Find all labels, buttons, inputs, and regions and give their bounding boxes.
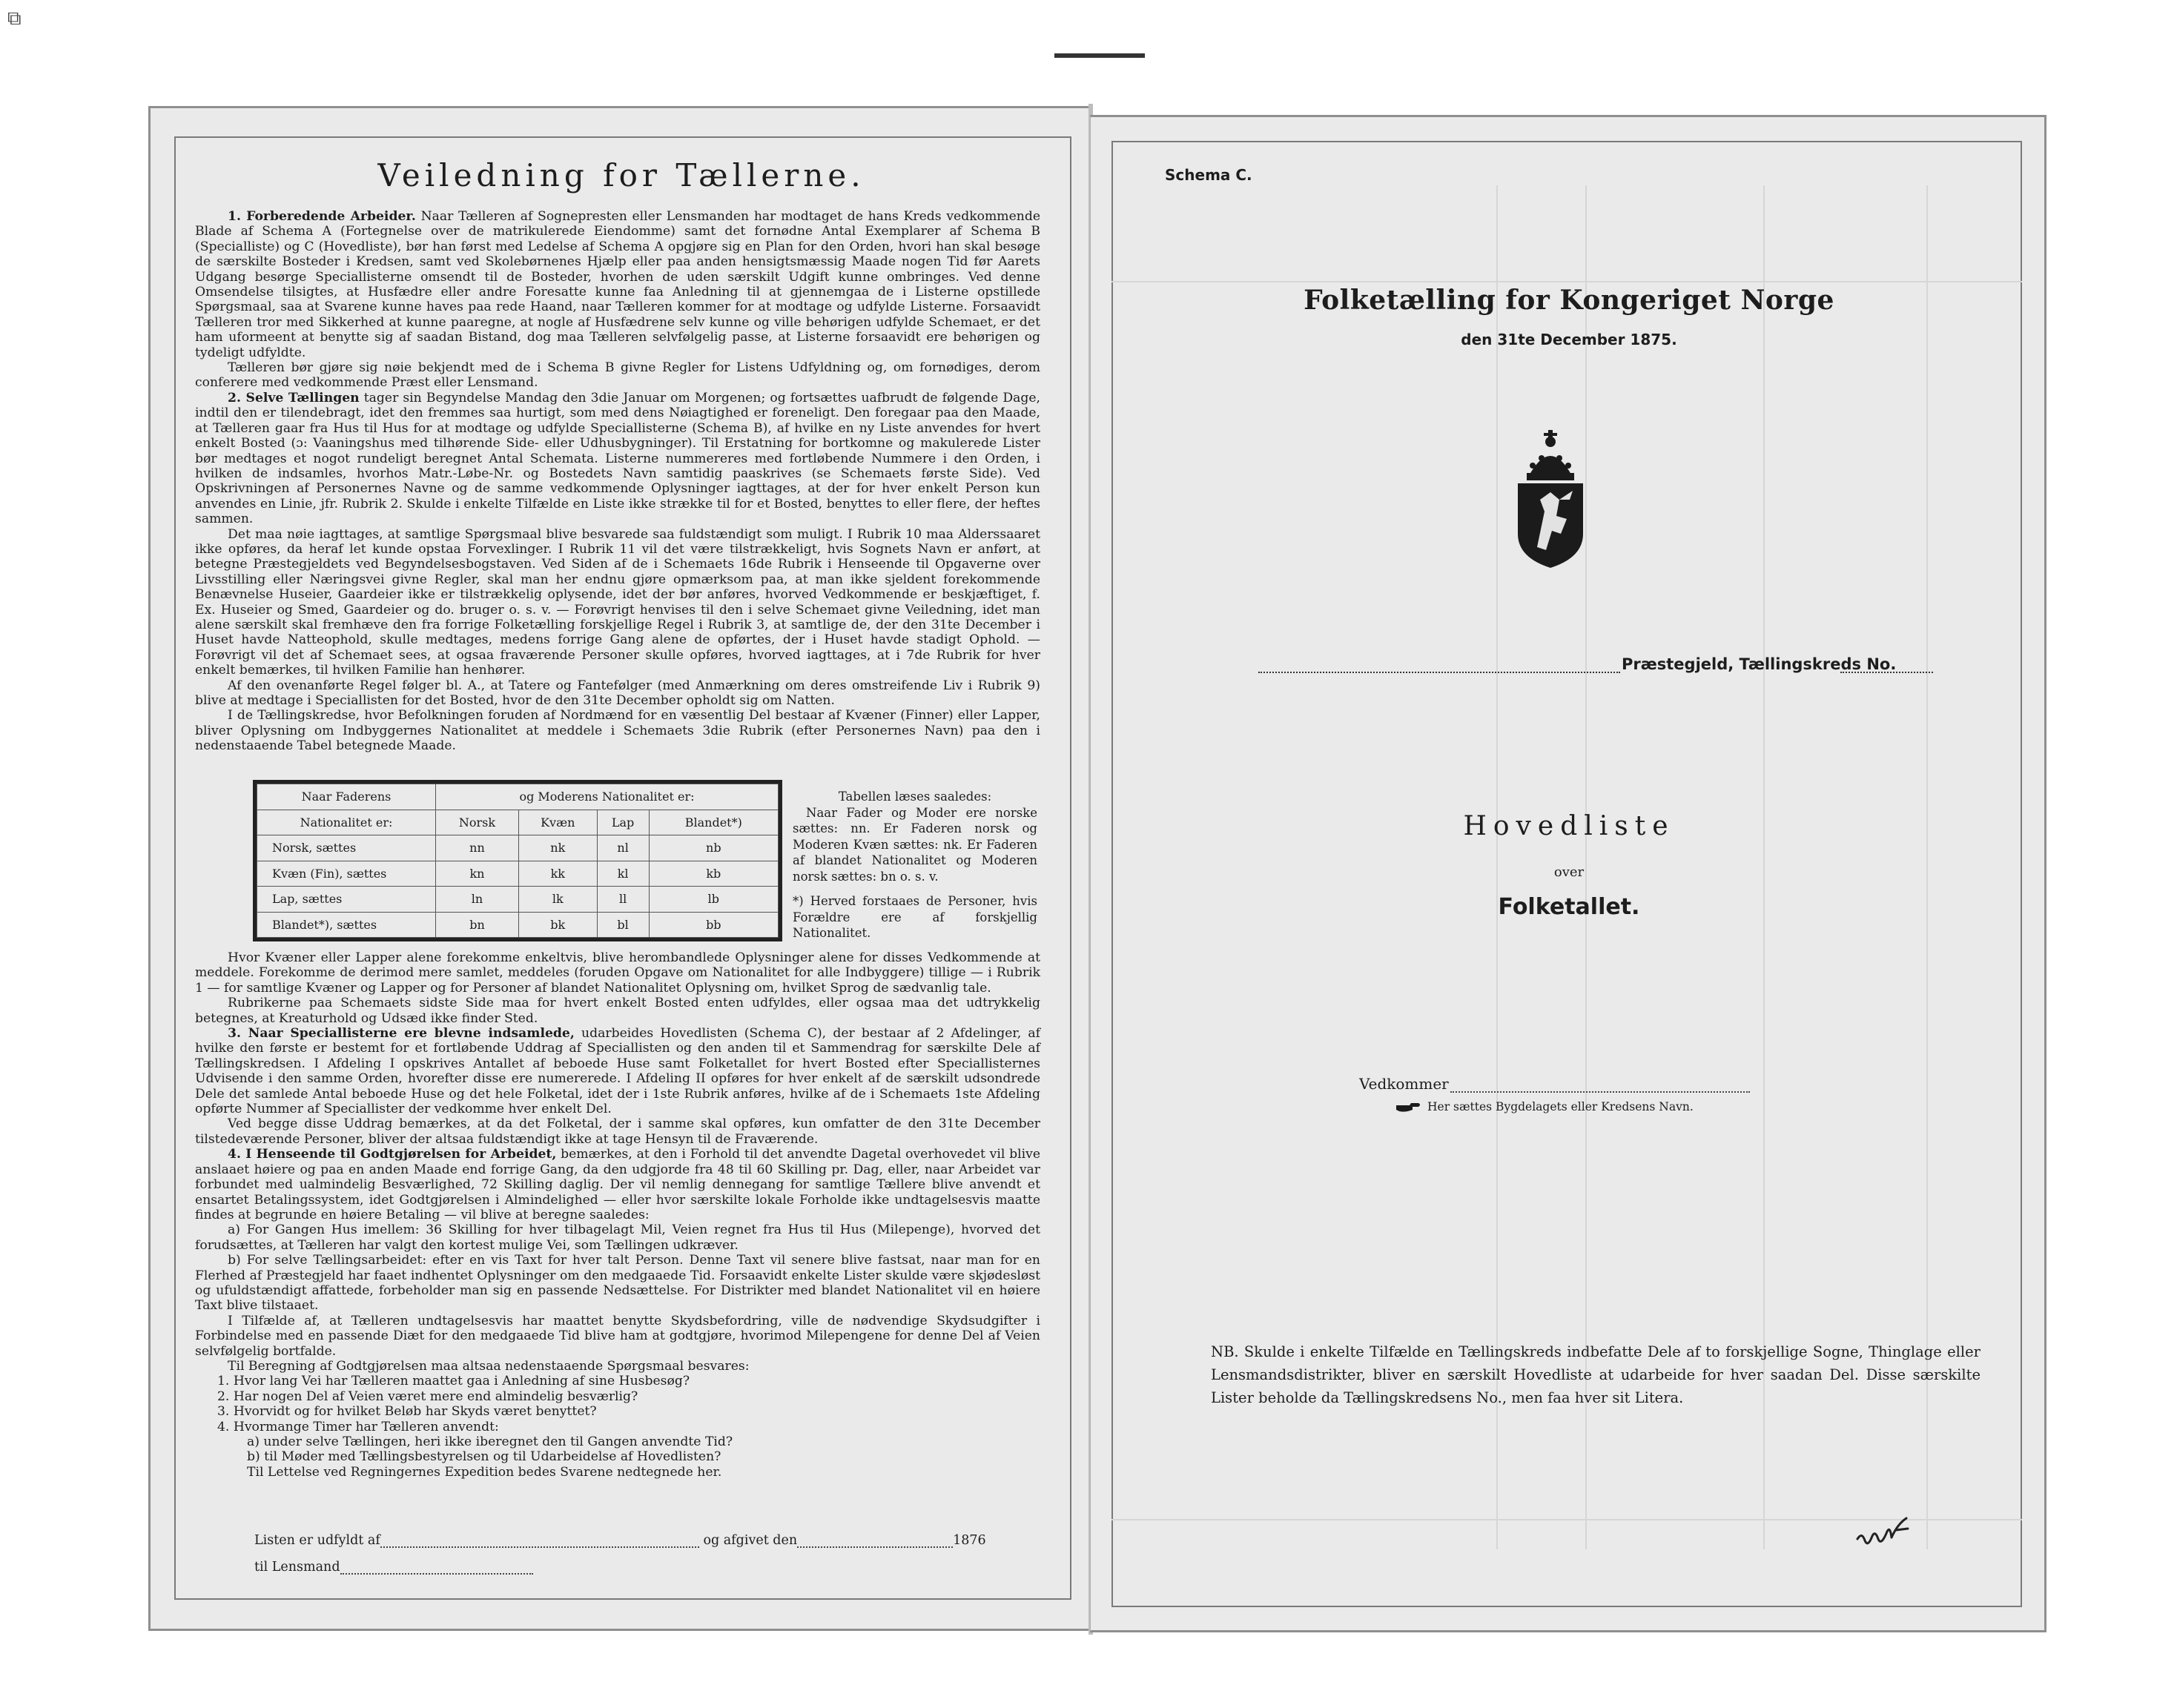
section4-text: bemærkes, at den i Forhold til det anvendte Dagetal overhovedet vil blive anslaaet høiere og paa en anden Maade end forrige Gang, da den udgjorde fra 48 til 60 Skilling pr. Dag, eller, naar Arbeidet var forbundet med ualmindelig Besværlighed, 72 Skilling daglig. Der vil nemlig dennegang for samtlige Tællere blive anvendt et ensartet Betalingssystem, idet Godtgjørelsen i Almindelighed — eller hvor særskilte lokale Forholde ikke undtagelsesvis maatte findes at begrunde en høiere Betaling — vil blive at beregne saaledes: [195, 1147, 1040, 1222]
nat-cell: bl [597, 912, 649, 938]
folketallet-title: Folketallet. [1498, 894, 1640, 920]
nat-header-father-2: Nationalitet er: [257, 810, 436, 835]
hovedliste-title: Hovedliste [1463, 811, 1675, 841]
question-item: 1. Hvor lang Vei har Tælleren maattet gaa i Anledning af sine Husbesøg? [217, 1374, 690, 1389]
question-item: Til Lettelse ved Regningernes Expedition bedes Svarene nedtegnede her. [247, 1464, 722, 1480]
lensmand-line [254, 1560, 533, 1575]
nationality-table-note [793, 789, 1037, 941]
nb-note: NB. Skulde i enkelte Tilfælde en Tællingskreds indbefatte Dele af to forskjellige Sogne, Thinglage eller Lensmandsdistrikter, bliver en særskilt Hovedliste at udarbeide for hver saadan Del. Disse særskilte Lister beholde da Tællingskredsens No., men faa hver sit Litera. [1211, 1343, 1981, 1406]
coat-of-arms-icon [1507, 423, 1593, 571]
prestegjeld-field[interactable] [1258, 672, 1620, 673]
nat-cell: bk [518, 912, 597, 938]
nat-row [257, 835, 779, 861]
nat-cell: kn [436, 861, 519, 887]
over-label: over [1553, 864, 1585, 880]
nat-row [257, 887, 779, 913]
nat-col-header: Blandet*) [649, 810, 778, 835]
nat-header-mother: og Moderens Nationalitet er: [436, 784, 779, 810]
nat-col-header: Lap [597, 810, 649, 835]
section4-a: a) For Gangen Hus imellem: 36 Skilling for hver tilbagelagt Mil, Veien regnet fra Hus til Hus (Milepenge), hvorved det forudsættes, at Tælleren har valgt den kortest mulige Vei, som Tællingen udkræver. [195, 1222, 1040, 1253]
section3-text2: Ved begge disse Uddrag bemærkes, at da det Folketal, der i samme skal opføres, kun omfatter de den 31te December tilstedeværende Personer, bliver der altsaa fuldstændigt ikke at tage Hensyn til de Fraværende. [195, 1116, 1040, 1147]
nat-cell: nb [649, 835, 778, 861]
after-table-1: Hvor Kvæner eller Lapper alene forekomme enkeltvis, blive herombandlede Oplysninger alene for disses Vedkommende at meddele. Forekomme de derimod mere samlet, meddeles (foruden Opgave om Nationalitet for alle Indbyggere) tillige — i Rubrik 1 — for samtlige Kvæner og Lapper og for Personer af blandet Nationalitet Oplysning om, hvilket Sprog de sædvanlig tale. [195, 950, 1040, 996]
section3-heading: 3. Naar Speciallisterne ere blevne indsamlede, [228, 1026, 575, 1042]
section2-heading: 2. Selve Tællingen [228, 390, 360, 406]
census-date: den 31te December 1875. [1461, 331, 1677, 348]
filled-by-field[interactable] [380, 1546, 699, 1548]
nat-row-label: Blandet*), sættes [257, 912, 436, 938]
nat-row [257, 861, 779, 887]
nat-cell: lk [518, 887, 597, 913]
scan-top-marker [1054, 53, 1145, 58]
section2-text4: I de Tællingskredse, hvor Befolkningen foruden af Nordmænd for en væsentlig Del bestaar af Kvæner (Finner) eller Lapper, bliver Oplysning om Indbyggernes Nationalitet at meddele i Schemaets 3die Rubrik (efter Personernes Navn) paa den i nedenstaaende Tabel betegnede Maade. [195, 708, 1040, 754]
nat-cell: ln [436, 887, 519, 913]
scan-corner-mark: ⧉ [7, 7, 22, 30]
section4-b: b) For selve Tællingsarbeidet: efter en vis Taxt for hver talt Person. Denne Taxt vil senere blive fastsat, naar man for en Flerhed af Præstegjeld har faaet indhentet Oplysninger om den medgaaede Tid. Forsaavidt enkelte Lister skulde være skjødesløst og ufuldstændigt affattede, forbeholder man sig en passende Nedsættelse. For Distrikter med blandet Nationalitet vil en høiere Taxt blive tilstaaet. [195, 1253, 1040, 1314]
hand-note [1396, 1100, 1694, 1113]
nat-cell: lb [649, 887, 778, 913]
district-line [1258, 655, 1940, 681]
nat-cell: nk [518, 835, 597, 861]
nat-row-label: Norsk, sættes [257, 835, 436, 861]
question-item: b) til Møder med Tællingsbestyrelsen og til Udarbeidelse af Hovedlisten? [247, 1449, 721, 1465]
question-item: 3. Hvorvidt og for hvilket Beløb har Skyds været benyttet? [217, 1404, 597, 1420]
nat-cell: kl [597, 861, 649, 887]
guide-title: Veiledning for Tællerne. [377, 157, 865, 193]
lensmand-field[interactable] [340, 1573, 533, 1575]
section4-text2: I Tilfælde af, at Tælleren undtagelsesvis har maattet benytte Skydsbefordring, ville de nødvendige Skydsudgifter i Forbindelse med en passende Diæt for den medgaaede Tid blive ham at godtgjøre, hvorimod Milepengene for denne Del af Veien selvfølgelig bortfalde. [195, 1313, 1040, 1359]
section3-text: udarbeides Hovedlisten (Schema C), der bestaar af 2 Afdelinger, af hvilke den første er bestemt for et fortløbende Uddrag af Speciallisten og den anden til et Sammendrag for særskilte Dele af Tællingskredsen. I Afdeling I opskrives Antallet af beboede Huse samt Folketallet for hvert Bosted efter Speciallisternes Udvisende i den samme Orden, hvorefter disse ere numererede. I Afdeling II opføres for hver enkelt af de særskilt udsondrede Dele det samlede Antal beboede Huse og det hele Folketal, idet der i 1ste Rubrik anføres, hvilke af de i Schemaets 1ste Afdeling opførte Nummer af Speciallister der vedkomme hver enkelt Del. [195, 1026, 1041, 1117]
nat-cell: nn [436, 835, 519, 861]
nat-cell: kk [518, 861, 597, 887]
guide-section-3-4 [195, 950, 1040, 1480]
nat-header-father: Naar Faderens [257, 784, 436, 810]
nat-row-label: Kvæn (Fin), sættes [257, 861, 436, 887]
vedkommer-line [1359, 1075, 1750, 1093]
section1-text: Naar Tælleren af Sognepresten eller Lensmanden har modtaget de hans Kreds vedkommende Blade af Schema A (Fortegnelse over de matrikulerede Eiendomme) samt det fornødne Antal Exemplarer af Schema B (Specialliste) og C (Hovedliste), bør han først med Ledelse af Schema A opgjøre sig en Plan for den Orden, hvori han skal besøge de særskilte Bosteder i Kredsen, samt ved Skolebørnenes Hjælp eller paa anden hensigtsmæssig Maade nogen Tid før Aarets Udgang besørge Speciallisterne omsendt til de Bosteder, hvorhen de uden særskilt Udgift kunne ombringes. Ved denne Omsendelse tilsigtes, at Husfædre eller andre Foresatte kunne faa Anledning til at gjennemgaa de i Listerne opstillede Spørgsmaal, saa at Svarene kunne haves paa rede Haand, naar Tælleren kommer for at modtage og udfylde Listerne. Forsaavidt Tælleren tror med Sikkerhed at kunne paaregne, at nogle af Husfædrene selv kunne og ville behørigen udfylde Schemaet, er det ham uformeent at benytte sig af saadan Bistand, dog maa Tælleren selvfølgelig passe, at Listerne forsaavidt ere behørigen og tydeligt udfyldte. [195, 209, 1040, 360]
left-page-instructions [148, 106, 1090, 1631]
question-item: 4. Hvormange Timer har Tælleren anvendt: [217, 1419, 499, 1434]
nat-col-header: Norsk [436, 810, 519, 835]
schema-label: Schema C. [1165, 166, 1252, 184]
section2-text2: Det maa nøie iagttages, at samtlige Spørgsmaal blive besvarede saa fuldstændigt som muligt. I Rubrik 10 maa Alderssaaret ikke opføres, da heraf let kunde opstaa Forvexlinger. I Rubrik 11 vil det være tilstrækkeligt, hvis Sognets Navn er anført, at betegne Præstegjeldets ved Begyndelsesbogstaven. Ved Siden af de i Schemaets 16de Rubrik i Henseende til Opgaverne over Livsstilling eller Næringsvei givne Regler, skal man her endnu gjøre opmærksom paa, at man ikke sjeldent forekommende Benævnelse Huseier, Gaardeier ikke er tilstrækkelig oplysende, idet der bør anføres, hvorved Vedkommende er beskjæftiget, f. Ex. Huseier og Smed, Gaardeier og do. bruger o. s. v. — Forøvrigt henvises til den i selve Schemaet givne Veiledning, idet man alene særskilt skal fremhæve den fra forrige Folketælling forskjellige Regel i Rubrik 3, at samtlige de, der den 31te December i Huset havde Natteophold, skulle medtages, medens forrige Gang alene de opførtes, der i Huset havde stadigt Ophold. — Forøvrigt vil det af Schemaet sees, at ogsaa fraværende Personer skulle opføres, hvorved iagttages, at i 7de Rubrik for hver enkelt bemærkes, til hvilken Familie han henhører. [195, 526, 1040, 678]
nationality-table [253, 780, 782, 941]
after-table-2: Rubrikerne paa Schemaets sidste Side maa for hvert enkelt Bosted enten udfyldes, eller ogsaa maa det udtrykkelig betegnes, at Kreaturhold og Udsæd ikke finder Sted. [195, 996, 1040, 1026]
delivered-date-field[interactable] [797, 1546, 953, 1548]
lensmand-label: til Lensmand [254, 1560, 340, 1575]
nat-row-label: Lap, sættes [257, 887, 436, 913]
vedkommer-field[interactable] [1450, 1091, 1750, 1093]
nat-note-text: Naar Fader og Moder ere norske sættes: nn. Er Faderen norsk og Moderen Kvæn sættes: nk. Er Faderen af blandet Nationalitet og Moderen norsk sættes: bn o. s. v. [793, 805, 1037, 884]
section1-text2: Tælleren bør gjøre sig nøie bekjendt med de i Schema B givne Regler for Listens Udfyldning og, om fornødiges, derom conferere med vedkommende Præst eller Lensmand. [195, 360, 1040, 391]
right-page-cover [1090, 115, 2046, 1632]
section2-text3: Af den ovenanførte Regel følger bl. A., at Tatere og Fantefølger (med Anmærkning om deres omstreifende Liv i Rubrik 9) blive at medtage i Speciallisten for det Bosted, hvor de den 31te December opholdt sig om Natten. [195, 678, 1040, 708]
hand-note-text: Her sættes Bygdelagets eller Kredsens Navn. [1427, 1100, 1694, 1113]
district-number-field[interactable] [1840, 672, 1933, 673]
nat-cell: bb [649, 912, 778, 938]
question-item: a) under selve Tællingen, heri ikke iberegnet den til Gangen anvendte Tid? [247, 1434, 733, 1449]
nat-col-header: Kvæn [518, 810, 597, 835]
census-title: Folketælling for Kongeriget Norge [1304, 285, 1834, 316]
delivered-label: og afgivet den [703, 1533, 798, 1548]
year-label: 1876 [953, 1533, 986, 1548]
nat-cell: ll [597, 887, 649, 913]
handwritten-signature [1854, 1509, 1914, 1554]
district-label: Præstegjeld, Tællingskreds No. [1622, 655, 1897, 673]
filled-by-label: Listen er udfyldt af [254, 1533, 380, 1548]
section1-heading: 1. Forberedende Arbeider. [228, 209, 416, 224]
section4-heading: 4. I Henseende til Godtgjørelsen for Arbeidet, [228, 1147, 557, 1162]
filled-by-line [254, 1533, 986, 1548]
nat-note-title: Tabellen læses saaledes: [838, 790, 992, 804]
section2-text: tager sin Begyndelse Mandag den 3die Januar om Morgenen; og fortsættes uafbrudt de følgende Dage, indtil den er tilendebragt, idet den fremmes saa hurtigt, som med dens Nøiagtighed er foreneligt. Den foregaar paa den Maade, at Tælleren gaar fra Hus til Hus for at modtage og udfylde Speciallisterne (Schema B), af hvilke en ny Liste anvendes for hvert enkelt Bosted (ɔ: Vaaningshus med tilhørende Side- eller Udhusbygninger). Til Erstatning for bortkomne og makulerede Lister bør medtages et nogot rundeligt beregnet Antal Schemata. Listerne nummereres med fortløbende Nummere i den Orden, i hvilken de indsamles, hvorhos Matr.-Løbe-Nr. og Bostedets Navn samtidig paaskrives (se Schemaets første Side). Ved Opskrivningen af Personernes Navne og de samme vedkommende Oplysninger iagttages, at der for hver enkelt Person kun anvendes en Linie, jfr. Rubrik 2. Skulde i enkelte Tilfælde en Liste ikke strække til for et Bosted, benyttes to eller flere, der heftes sammen. [195, 390, 1040, 527]
nat-cell: kb [649, 861, 778, 887]
nat-cell: nl [597, 835, 649, 861]
question-item: 2. Har nogen Del af Veien været mere end almindelig besværlig? [217, 1388, 638, 1404]
nat-row [257, 912, 779, 938]
section4-text3: Til Beregning af Godtgjørelsen maa altsaa nedenstaaende Spørgsmaal besvares: [228, 1358, 750, 1374]
guide-section-1 [195, 209, 1040, 754]
nat-cell: bn [436, 912, 519, 938]
vedkommer-label: Vedkommer [1359, 1075, 1449, 1093]
pointing-hand-icon [1396, 1102, 1421, 1113]
nat-footnote: *) Herved forstaaes de Personer, hvis Forældre ere af forskjellig Nationalitet. [793, 894, 1037, 940]
